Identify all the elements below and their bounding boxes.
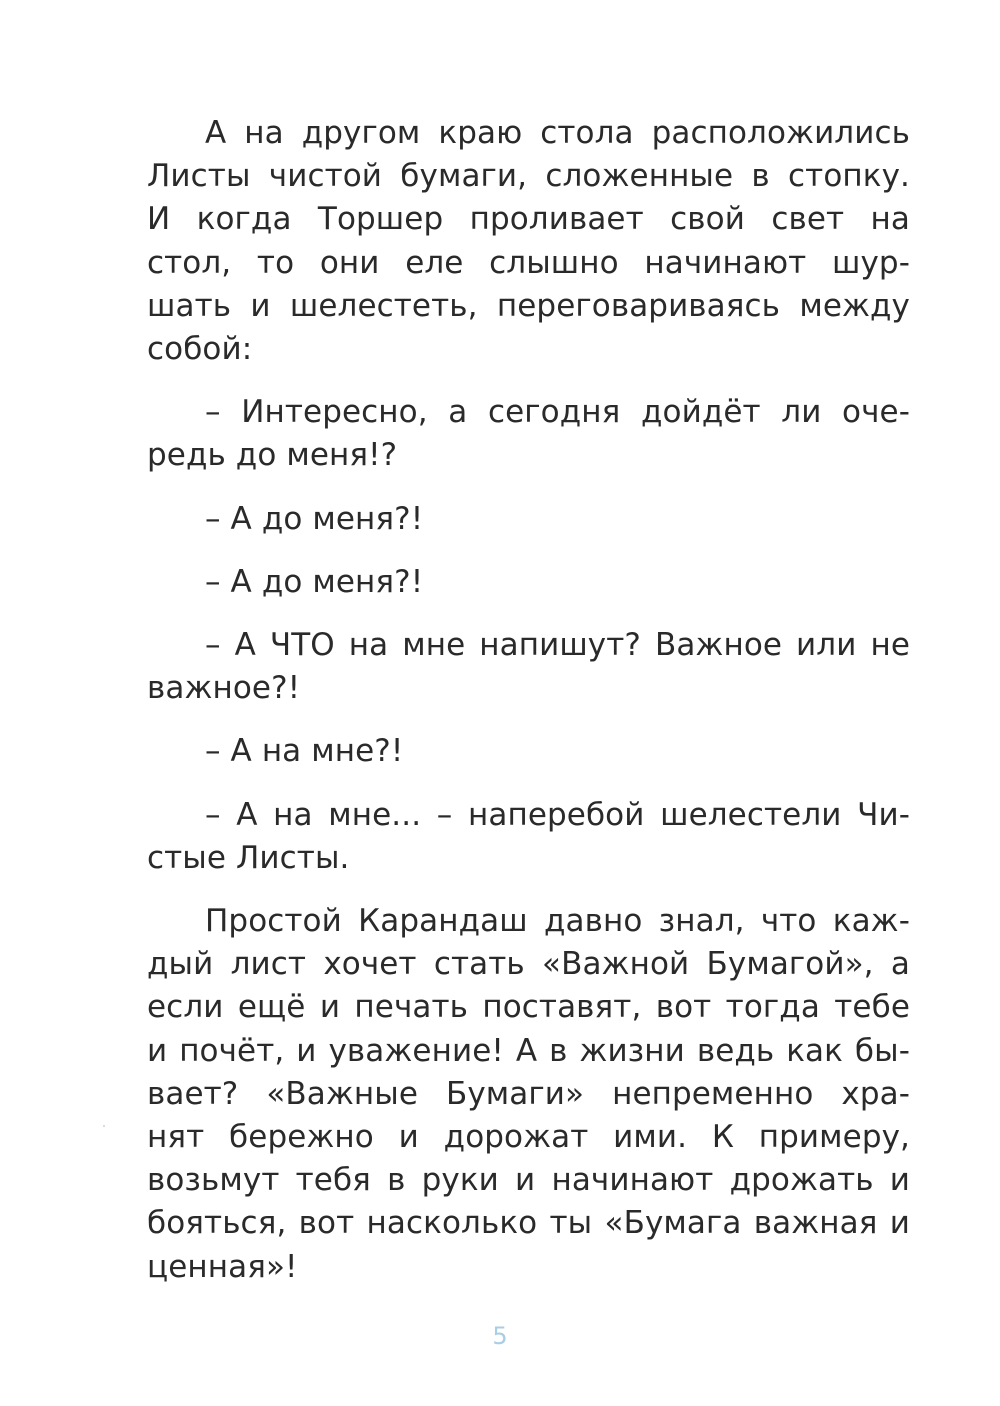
paragraph — [147, 900, 910, 1289]
text-line: дый лист хочет стать «Важной Бумагой», а — [147, 946, 910, 983]
text-line: редь до меня!? — [147, 437, 398, 474]
text-line: важное?! — [147, 670, 301, 707]
paragraph — [147, 498, 910, 541]
text-line: нят бережно и дорожат ими. К примеру, — [147, 1119, 910, 1156]
text-line: Листы чистой бумаги, сложенные в стопку. — [147, 158, 910, 195]
paragraph — [147, 794, 910, 880]
text-line: – А до меня?! — [205, 500, 424, 537]
text-line: А на другом краю стола расположились — [205, 115, 910, 151]
text-line: бояться, вот насколько ты «Бумага важная и — [147, 1205, 910, 1242]
text-line: если ещё и печать поставят, вот тогда тебе — [147, 989, 910, 1026]
paragraph — [147, 730, 910, 773]
text-line: возьмут тебя в руки и начинают дрожать и — [147, 1162, 910, 1199]
paper-speck — [103, 1125, 105, 1127]
text-line: Простой Карандаш давно знал, что каж- — [205, 903, 910, 940]
text-line: – А на мне?! — [205, 733, 404, 770]
text-line: ценная»! — [147, 1248, 298, 1285]
text-line: И когда Торшер проливает свой свет на — [147, 201, 910, 238]
text-line: – А до меня?! — [205, 563, 424, 600]
text-line: – А ЧТО на мне напишут? Важное или не — [205, 627, 910, 664]
body-text — [147, 112, 910, 1309]
paragraph — [147, 391, 910, 477]
text-line: вает? «Важные Бумаги» непременно хра- — [147, 1075, 910, 1112]
paragraph — [147, 561, 910, 604]
text-line: – А на мне... – наперебой шелестели Чи- — [205, 796, 910, 833]
text-line: и почёт, и уважение! А в жизни ведь как бы- — [147, 1032, 910, 1069]
paragraph — [147, 624, 910, 710]
text-line: стые Листы. — [147, 839, 350, 876]
page-number: 5 — [492, 1322, 508, 1350]
text-line: стол, то они еле слышно начинают шур- — [147, 244, 910, 281]
paragraph — [147, 112, 910, 371]
text-line: собой: — [147, 331, 253, 368]
text-line: – Интересно, а сегодня дойдёт ли оче- — [205, 394, 910, 431]
text-line: шать и шелестеть, переговариваясь между — [147, 287, 910, 324]
